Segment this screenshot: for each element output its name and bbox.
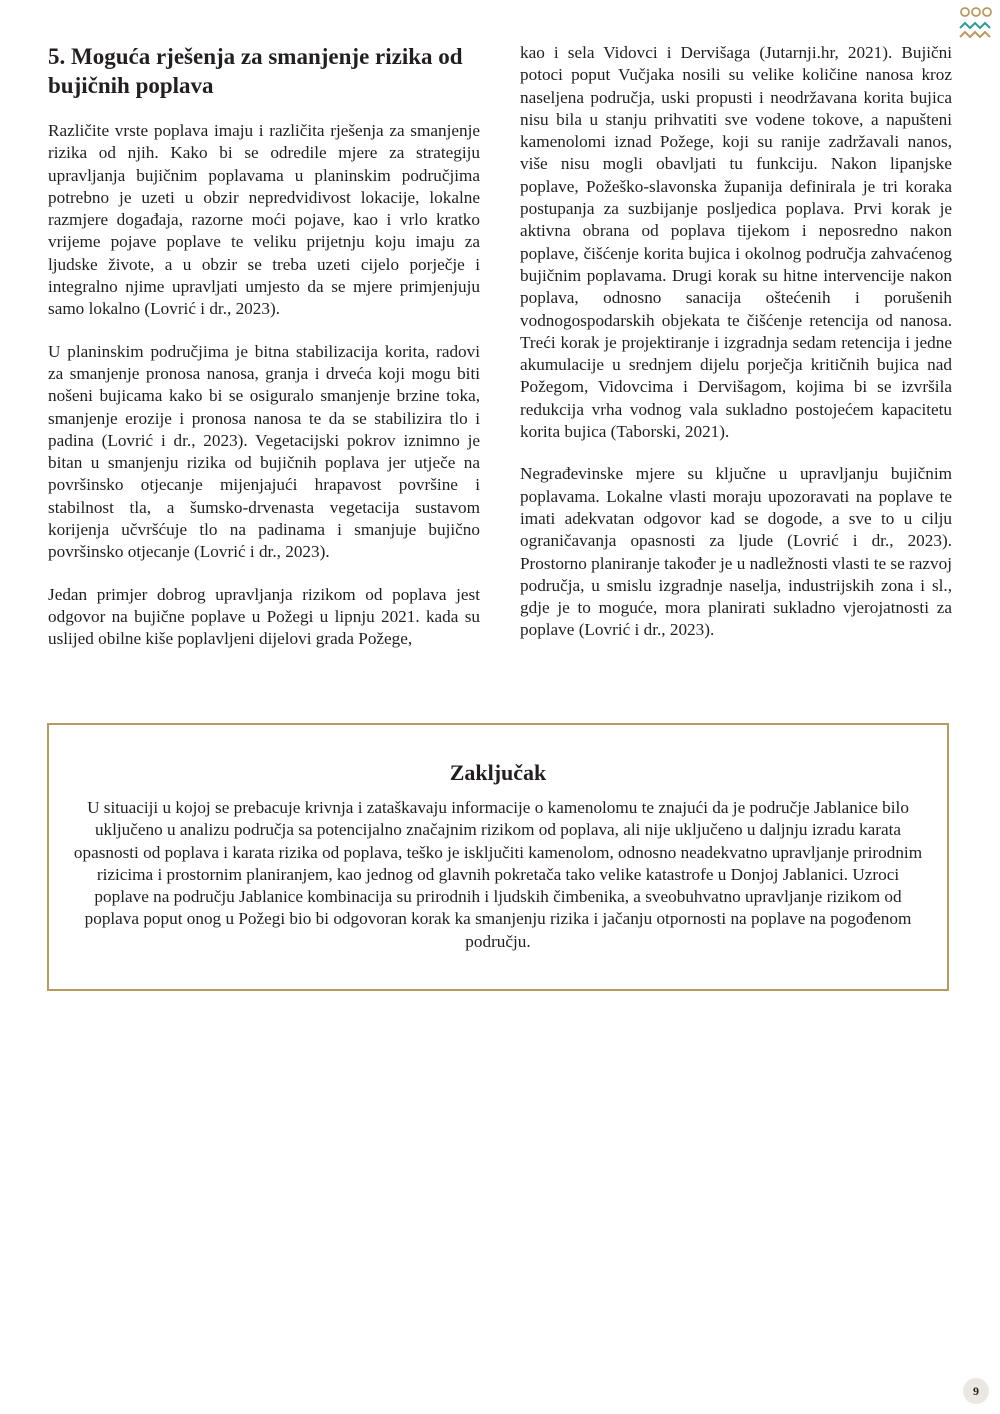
conclusion-title: Zaključak [449,760,547,785]
right-column [520,40,952,662]
paragraph: kao i sela Vidovci i Dervišaga (Jutarnji.hr, 2021). Bujični potoci poput Vučjaka nosili su velike količine nanosa kroz naseljena područja, uski propusti i neodržavana korita bujica nisu bila u stanju prihvatiti sve vodene tokove, a napušteni kamenolomi iznad Požege, koji su ranije zadržavali nanos, više nisu mogli obavljati tu funkciju. Nakon lipanjske poplave, Požeško-slavonska županija definirala je tri koraka postupanja za suzbijanje posljedica poplava. Prvi korak je aktivna obrana od poplava tijekom i neposredno nakon poplave, čišćenje korita bujica i okolnog područja zahvaćenog bujičnim poplavama. Drugi korak su hitne intervencije nakon poplava, odnosno sanacija oštećenih i porušenih vodnogospodarskih objekata te čišćenje retencija od nanosa. Treći korak je projektiranje i izgradnja sedam retencija i jedne akumulacije u srednjem dijelu porječja kritičnih bujica nad Požegom, Vidovcima i Dervišagom, kojima bi se izvršila redukcija vrha vodnog vala sukladno postojećem kapacitetu korita bujica (Taborski, 2021). [520,43,952,442]
conclusion-box [47,723,949,991]
paragraph: Jedan primjer dobrog upravljanja rizikom od poplava jest odgovor na bujične poplave u Požegi u lipnju 2021. kada su uslijed obilne kiše poplavljeni dijelovi grada Požege, [48,584,480,649]
section-title: 5. Moguća rješenja za smanjenje rizika od bujičnih poplava [48,44,463,98]
left-column [48,40,480,671]
paragraph: U planinskim područjima je bitna stabilizacija korita, radovi za smanjenje pronosa nanosa, granja i drveća koji mogu biti nošeni bujicama kako bi se osiguralo smanjenje brzine toka, smanjenje erozije i pronosa nanosa te da se stabilizira tlo i padina (Lovrić i dr., 2023). Vegetacijski pokrov iznimno je bitan u smanjenju rizika od bujičnih poplava jer utječe na površinsko otjecanje mijenjajući hrapavost površine i stabilnost tla, a šumsko-drvenasta vegetacija sustavom korijenja učvršćuje tlo na padinama i smanjuje bujično površinsko otjecanje (Lovrić i dr., 2023). [48,341,480,562]
paragraph: Negrađevinske mjere su ključne u upravljanju bujičnim poplavama. Lokalne vlasti moraju upozoravati na poplave te imati adekvatan odgovor kad se dogode, a sve to u cilju ograničavanja opasnosti za ljude (Lovrić i dr., 2023). Prostorno planiranje također je u nadležnosti vlasti te se razvoj područja, u smislu izgradnje naselja, industrijskih zona i sl., gdje je to moguće, mora planirati sukladno vjerojatnosti za poplave (Lovrić i dr., 2023). [520,464,952,640]
three-circles-waves-logo-icon [957,4,995,48]
page-number: 9 [963,1378,989,1404]
conclusion-text: U situaciji u kojoj se prebacuje krivnja i zataškavaju informacije o kamenolomu te znajući da je područje Jablanice bilo uključeno u analizu područja sa potencijalno značajnim rizikom od poplava, ali nije uključeno u daljnju izradu karata opasnosti od poplava i karata rizika od poplava, teško je isključiti kamenolom, odnosno neadekvatno upravljanje prirodnim rizicima i prostornim planiranjem, kao jednog od glavnih pokretača tako velike katastrofe u Donjoj Jablanici. Uzroci poplave na području Jablanice kombinacija su prirodnih i ljudskih čimbenika, a sveobuhvatno upravljanje rizikom od poplava poput onog u Požegi bio bi odgovoran korak ka smanjenju rizika i jačanju otpornosti na poplave na pogođenom području. [73,798,923,951]
paragraph: Različite vrste poplava imaju i različita rješenja za smanjenje rizika od njih. Kako bi se odredile mjere za strategiju upravljanja bujičnim poplavama u planinskim područjima potrebno je uzeti u obzir nepredvidivost lokacije, lokalne razmjere događaja, razorne moći pojave, kao i vrlo kratko vrijeme pojave poplave te veliku prijetnju koju imaju za ljudske živote, a u obzir se treba uzeti cijelo porječje i integralno njime upravljati umjesto da se mjere primjenjuju samo lokalno (Lovrić i dr., 2023). [48,121,480,319]
